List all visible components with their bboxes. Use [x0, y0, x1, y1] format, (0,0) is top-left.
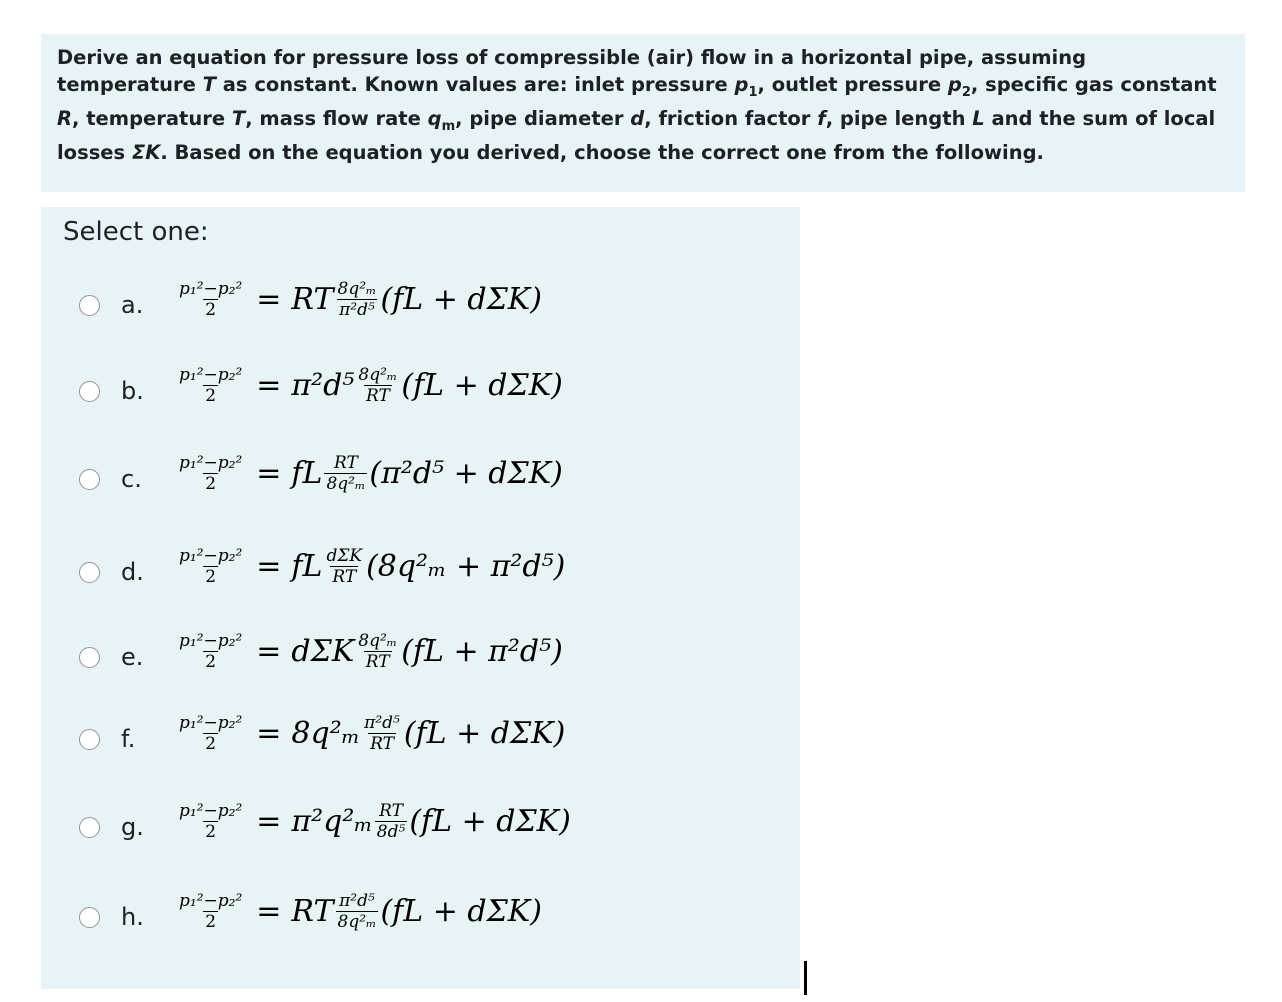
option-f[interactable] [79, 713, 779, 785]
option-letter: f. [121, 725, 136, 753]
option-letter: d. [121, 558, 144, 586]
option-letter: h. [121, 903, 144, 931]
formula-d: $\frac{\text{p₁²−p₂²}}{2}$ = fL $\frac{\text{dΣK}}{RT}$ (8q²ₘ + π²d⁵) [179, 546, 566, 587]
option-b[interactable] [79, 365, 779, 437]
option-d[interactable] [79, 546, 779, 618]
rhs-fraction: $\frac{RT}{\text{8q²ₘ}}$ [326, 453, 366, 494]
radio-g[interactable] [79, 817, 100, 838]
option-letter: b. [121, 377, 144, 405]
text-cursor-icon [804, 961, 807, 995]
lhs-fraction: $\frac{\text{p₁²−p₂²}}{2}$ [179, 631, 243, 672]
formula-a: $\frac{\text{p₁²−p₂²}}{2}$ = RT $\frac{\text{8q²ₘ}}{\text{π²d⁵}}$ (fL + dΣK) [179, 279, 542, 320]
radio-c[interactable] [79, 469, 100, 490]
formula-c: $\frac{\text{p₁²−p₂²}}{2}$ = fL $\frac{RT}{\text{8q²ₘ}}$ (π²d⁵ + dΣK) [179, 453, 563, 494]
formula-f: $\frac{\text{p₁²−p₂²}}{2}$ = 8q²ₘ $\frac{\text{π²d⁵}}{RT}$ (fL + dΣK) [179, 713, 566, 754]
select-one-prompt: Select one: [63, 217, 209, 247]
radio-b[interactable] [79, 381, 100, 402]
radio-d[interactable] [79, 562, 100, 583]
lhs-fraction: $\frac{\text{p₁²−p₂²}}{2}$ [179, 891, 243, 932]
rhs-fraction: $\frac{\text{8q²ₘ}}{RT}$ [358, 365, 398, 406]
formula-h: $\frac{\text{p₁²−p₂²}}{2}$ = RT $\frac{\text{π²d⁵}}{\text{8q²ₘ}}$ (fL + dΣK) [179, 891, 542, 932]
question-text-box [41, 34, 1245, 192]
rhs-fraction: $\frac{\text{π²d⁵}}{RT}$ [364, 713, 400, 754]
option-g[interactable] [79, 801, 779, 873]
option-letter: g. [121, 813, 144, 841]
option-e[interactable] [79, 631, 779, 703]
option-letter: c. [121, 465, 142, 493]
rhs-fraction: $\frac{\text{dΣK}}{RT}$ [326, 546, 363, 587]
rhs-fraction: $\frac{RT}{\text{8d⁵}}$ [376, 801, 406, 842]
radio-a[interactable] [79, 295, 100, 316]
rhs-fraction: $\frac{\text{π²d⁵}}{\text{8q²ₘ}}$ [337, 891, 377, 932]
answer-options-box [41, 207, 800, 989]
lhs-fraction: $\frac{\text{p₁²−p₂²}}{2}$ [179, 279, 243, 320]
formula-b: $\frac{\text{p₁²−p₂²}}{2}$ = π²d⁵ $\frac{\text{8q²ₘ}}{RT}$ (fL + dΣK) [179, 365, 563, 406]
radio-e[interactable] [79, 647, 100, 668]
option-c[interactable] [79, 453, 779, 525]
radio-f[interactable] [79, 729, 100, 750]
lhs-fraction: $\frac{\text{p₁²−p₂²}}{2}$ [179, 453, 243, 494]
rhs-fraction: $\frac{\text{8q²ₘ}}{\text{π²d⁵}}$ [337, 279, 377, 320]
rhs-fraction: $\frac{\text{8q²ₘ}}{RT}$ [358, 631, 398, 672]
option-a[interactable] [79, 279, 779, 351]
formula-e: $\frac{\text{p₁²−p₂²}}{2}$ = dΣK $\frac{\text{8q²ₘ}}{RT}$ (fL + π²d⁵) [179, 631, 563, 672]
option-letter: a. [121, 291, 144, 319]
option-letter: e. [121, 643, 144, 671]
question-text: Derive an equation for pressure loss of compressible (air) flow in a horizontal pipe, assuming temperature T as constant. Known values are: inlet pressure $p_1$, outlet pressure $p_2$, specific gas constant R, temperature T, mass flow rate $q_m$, pipe diameter d, friction factor f, pipe length L and the sum of local losses ΣK. Based on the equation you derived, choose the correct one from the following. [57, 46, 1217, 165]
formula-g: $\frac{\text{p₁²−p₂²}}{2}$ = π²q²ₘ $\frac{RT}{\text{8d⁵}}$ (fL + dΣK) [179, 801, 571, 842]
lhs-fraction: $\frac{\text{p₁²−p₂²}}{2}$ [179, 365, 243, 406]
option-h[interactable] [79, 891, 779, 963]
lhs-fraction: $\frac{\text{p₁²−p₂²}}{2}$ [179, 546, 243, 587]
radio-h[interactable] [79, 907, 100, 928]
lhs-fraction: $\frac{\text{p₁²−p₂²}}{2}$ [179, 801, 243, 842]
lhs-fraction: $\frac{\text{p₁²−p₂²}}{2}$ [179, 713, 243, 754]
